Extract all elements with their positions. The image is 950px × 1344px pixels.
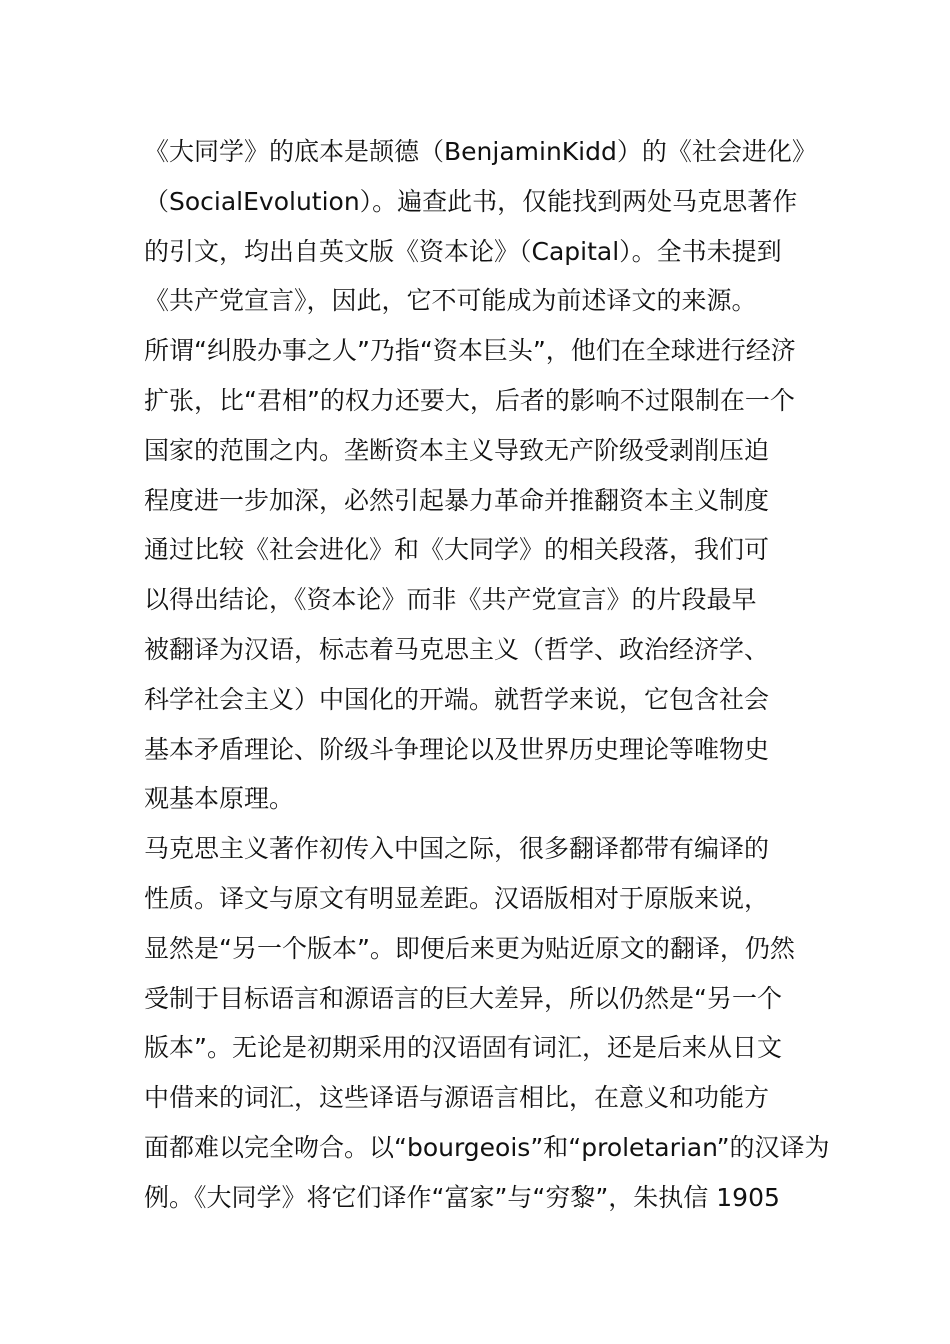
text-line: 《大同学》的底本是颉德（BenjaminKidd）的《社会进化》 — [144, 137, 817, 166]
text-line: 程度进一步加深，必然引起暴力革命并推翻资本主义制度 — [144, 485, 770, 515]
text-line: 中借来的词汇，这些译语与源语言相比，在意义和功能方 — [144, 1083, 770, 1113]
text-line: 通过比较《社会进化》和《大同学》的相关段落，我们可 — [144, 535, 770, 565]
text-line: 以得出结论，《资本论》而非《共产党宣言》的片段最早 — [144, 585, 757, 615]
text-line: 马克思主义著作初传入中国之际，很多翻译都带有编译的 — [144, 834, 770, 864]
text-line: 扩张，比“君相”的权力还要大，后者的影响不过限制在一个 — [144, 385, 795, 415]
text-line: 版本”。无论是初期采用的汉语固有词汇，还是后来从日文 — [144, 1033, 782, 1063]
body-text — [144, 127, 830, 1223]
text-line: 面都难以完全吻合。以“bourgeois”和“proletarian”的汉译为 — [144, 1132, 830, 1162]
text-line: 基本矛盾理论、阶级斗争理论以及世界历史理论等唯物史 — [144, 734, 770, 764]
text-line: （SocialEvolution）。遍查此书，仅能找到两处马克思著作 — [144, 186, 798, 216]
text-line: 显然是“另一个版本”。即便后来更为贴近原文的翻译，仍然 — [144, 933, 795, 963]
text-line: 观基本原理。 — [144, 784, 295, 814]
text-line: 性质。译文与原文有明显差距。汉语版相对于原版来说， — [144, 883, 770, 913]
text-line: 例。《大同学》将它们译作“富家”与“穷黎”，朱执信 1905 — [144, 1182, 780, 1212]
text-line: 《共产党宣言》，因此，它不可能成为前述译文的来源。 — [144, 286, 757, 316]
text-line: 所谓“纠股办事之人”乃指“资本巨头”，他们在全球进行经济 — [144, 336, 796, 366]
text-line: 受制于目标语言和源语言的巨大差异，所以仍然是“另一个 — [144, 983, 782, 1013]
text-line: 被翻译为汉语，标志着马克思主义（哲学、政治经济学、 — [144, 634, 770, 664]
text-line: 国家的范围之内。垄断资本主义导致无产阶级受剥削压迫 — [144, 435, 770, 465]
text-line: 科学社会主义）中国化的开端。就哲学来说，它包含社会 — [144, 684, 770, 714]
text-line: 的引文，均出自英文版《资本论》（Capital）。全书未提到 — [144, 236, 782, 266]
